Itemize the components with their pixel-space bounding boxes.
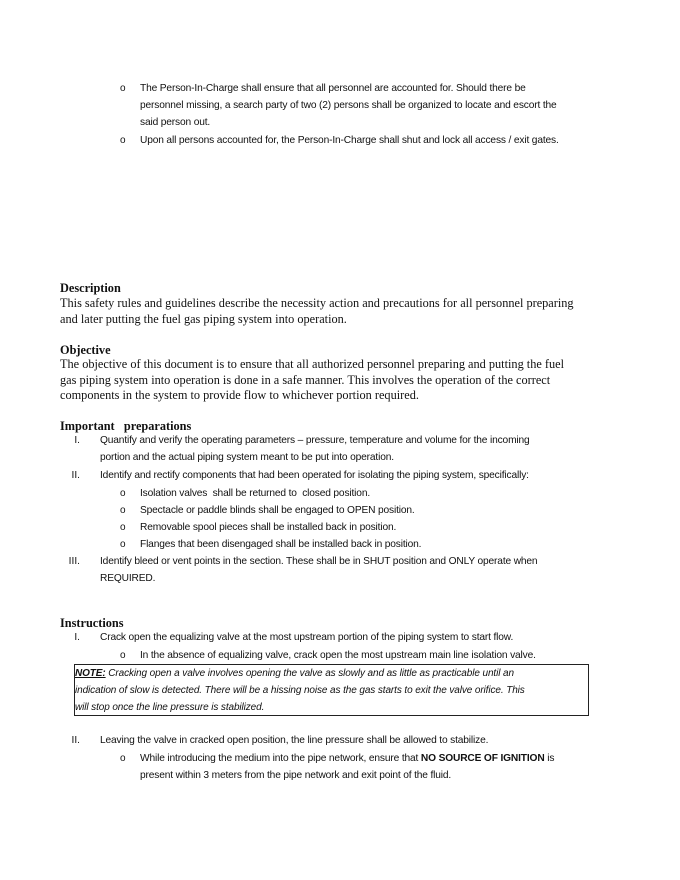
list-numeral: II. <box>71 735 80 746</box>
list-item-text: personnel missing, a search party of two (2) persons shall be organized to locate and escort the <box>140 100 557 111</box>
list-numeral: III. <box>68 556 80 567</box>
note-line: will stop once the line pressure is stabilized. <box>75 702 265 713</box>
list-bullet: o <box>120 83 126 94</box>
objective-heading: Objective <box>60 343 111 357</box>
list-item-text: The Person-In-Charge shall ensure that all personnel are accounted for. Should there be <box>140 83 526 94</box>
sub-item-text: In the absence of equalizing valve, crack open the most upstream main line isolation valve. <box>140 650 536 661</box>
sub-item-text-part: While introducing the medium into the pipe network, ensure that <box>140 753 421 764</box>
list-numeral: I. <box>74 632 80 643</box>
objective-text: The objective of this document is to ensure that all authorized personnel preparing and putting the fuel <box>60 357 565 371</box>
sub-item-text-part: is <box>544 753 555 764</box>
note-line <box>75 665 514 682</box>
list-bullet: o <box>120 753 126 764</box>
list-bullet: o <box>120 522 126 533</box>
list-item-text: Identify and rectify components that had been operated for isolating the piping system, specifically: <box>100 470 529 481</box>
sub-item-text: present within 3 meters from the pipe network and exit point of the fluid. <box>140 770 452 781</box>
list-item-text: said person out. <box>140 117 211 128</box>
description-text: and later putting the fuel gas piping system into operation. <box>60 311 347 326</box>
sub-item-text <box>140 750 554 767</box>
note-text: Cracking open a valve involves opening the valve as slowly and as little as practicable until an <box>105 668 514 679</box>
sub-item-text: Removable spool pieces shall be installed back in position. <box>140 522 397 533</box>
list-item-text: Leaving the valve in cracked open position, the line pressure shall be allowed to stabilize. <box>100 735 489 746</box>
list-item-text: Upon all persons accounted for, the Person-In-Charge shall shut and lock all access / exit gates. <box>140 135 559 146</box>
objective-text: gas piping system into operation is done in a safe manner. This involves the operation of the correct <box>60 372 551 387</box>
list-bullet: o <box>120 539 126 550</box>
list-bullet: o <box>120 135 126 146</box>
list-numeral: I. <box>74 435 80 446</box>
note-box <box>74 664 589 716</box>
sub-item-text: Isolation valves shall be returned to closed position. <box>140 488 371 499</box>
note-label: NOTE: <box>75 668 106 679</box>
list-item-text: portion and the actual piping system meant to be put into operation. <box>100 452 394 463</box>
instructions-heading: Instructions <box>60 616 124 630</box>
list-item-text: Crack open the equalizing valve at the most upstream portion of the piping system to start flow. <box>100 632 514 643</box>
description-text: This safety rules and guidelines describe the necessity action and precautions for all personnel preparing <box>60 296 574 310</box>
sub-item-text: Spectacle or paddle blinds shall be engaged to OPEN position. <box>140 505 415 516</box>
list-bullet: o <box>120 488 126 499</box>
sub-item-text: Flanges that been disengaged shall be installed back in position. <box>140 539 422 550</box>
objective-text: components in the system to provide flow to whichever portion required. <box>60 388 419 403</box>
list-item-text: Quantify and verify the operating parameters – pressure, temperature and volume for the incoming <box>100 435 530 446</box>
list-item-text: Identify bleed or vent points in the section. These shall be in SHUT position and ONLY operate when <box>100 556 538 567</box>
list-item-text: REQUIRED. <box>100 573 156 584</box>
warning-emphasis: NO SOURCE OF IGNITION <box>420 753 545 764</box>
list-numeral: II. <box>71 470 80 481</box>
list-bullet: o <box>120 505 126 516</box>
description-heading: Description <box>60 281 121 295</box>
note-line: indication of slow is detected. There will be a hissing noise as the gas starts to exit the valve orifice. This <box>75 685 525 696</box>
list-bullet: o <box>120 650 126 661</box>
preparations-heading: Important preparations <box>60 419 192 433</box>
